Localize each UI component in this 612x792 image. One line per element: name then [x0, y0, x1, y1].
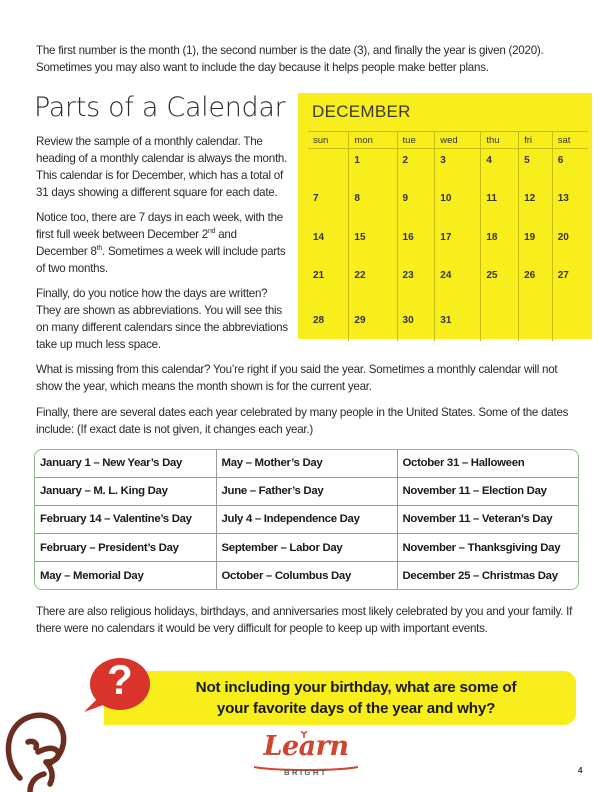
calendar-day-cell: 4: [481, 149, 519, 188]
page-number: 4: [578, 766, 583, 775]
prompt-question: [146, 677, 566, 719]
calendar-day-cell: 28: [313, 314, 325, 326]
holiday-cell: May – Mother’s Day: [216, 450, 397, 477]
calendar-day-cell: 29: [349, 303, 397, 342]
holiday-cell: November 11 – Veteran’s Day: [397, 505, 578, 533]
calendar-week-row: [308, 226, 588, 265]
calendar-day-cell: [519, 303, 553, 342]
explanation-paragraph-3: Finally, do you notice how the days are written? They are shown as abbreviations. You will see this on many different calendars since the abbreviations take up much less space.: [36, 287, 288, 351]
calendar-day-cell: 1: [349, 149, 397, 188]
weekday-header: sat: [552, 132, 588, 149]
calendar-day-cell: 23: [397, 264, 435, 303]
weekday-header: fri: [519, 132, 553, 149]
calendar-day-cell: 22: [349, 264, 397, 303]
p2-superscript-th: th: [96, 245, 102, 253]
missing-year-paragraph: What is missing from this calendar? You’re right if you said the year. Sometimes a monthly calendar will not show the year, which means the month shown is for the current year.: [36, 363, 558, 393]
weekday-header: sun: [308, 132, 349, 149]
calendar-month-title: DECEMBER: [312, 102, 411, 121]
calendar-day-cell: 27: [552, 264, 588, 303]
december-calendar: [298, 93, 592, 339]
calendar-day-cell: 11: [481, 187, 519, 226]
table-row: [35, 505, 578, 533]
calendar-day-cell: 14: [313, 231, 325, 243]
calendar-week-row: [308, 303, 588, 342]
calendar-day-cell: 30: [397, 303, 435, 342]
logo-wordmark: Learn: [263, 731, 349, 762]
p2-text-b: and December 8: [36, 228, 237, 258]
calendar-day-cell: 2: [397, 149, 435, 188]
calendar-explanation: [36, 133, 290, 361]
calendar-day-cell: 17: [435, 226, 481, 265]
weekday-header: tue: [397, 132, 435, 149]
calendar-day-cell: 3: [435, 149, 481, 188]
section-heading: Parts of a Calendar: [34, 92, 286, 123]
table-row: [35, 477, 578, 505]
weekday-header: mon: [349, 132, 397, 149]
holidays-intro-paragraph: Finally, there are several dates each year celebrated by many people in the United States. Some of the dates include: (If exact date is not given, it changes each year.): [36, 406, 569, 436]
holiday-cell: February – President’s Day: [35, 534, 216, 562]
p2-superscript-nd: nd: [207, 228, 216, 236]
explanation-paragraph-2: [36, 209, 290, 277]
holidays-table: [34, 449, 579, 590]
calendar-day-cell: 16: [397, 226, 435, 265]
holiday-cell: November – Thanksgiving Day: [397, 534, 578, 562]
holiday-cell: January 1 – New Year’s Day: [35, 450, 216, 477]
calendar-day-cell: 31: [435, 303, 481, 342]
calendar-day-cell: 15: [349, 226, 397, 265]
intro-paragraph: The first number is the month (1), the second number is the date (3), and finally the year is given (2020). Sometimes you may also want to include the day because it helps people make better plans.: [36, 44, 544, 74]
calendar-day-cell: 21: [313, 270, 325, 281]
calendar-day-cell: [481, 303, 519, 342]
weekday-header: thu: [481, 132, 519, 149]
holiday-cell: October 31 – Halloween: [397, 450, 578, 477]
holiday-cell: December 25 – Christmas Day: [397, 562, 578, 589]
p2-text-a: Notice too, there are 7 days in each week, with the first full week between December 2: [36, 211, 283, 241]
calendar-day-cell: 26: [519, 264, 553, 303]
calendar-day-cell: 24: [435, 264, 481, 303]
table-row: [35, 534, 578, 562]
calendar-week-row: [308, 264, 588, 303]
calendar-day-cell: 19: [519, 226, 553, 265]
question-mark-glyph: ?: [107, 656, 133, 703]
calendar-day-cell: 10: [435, 187, 481, 226]
outro-paragraph: There are also religious holidays, birthdays, and anniversaries most likely celebrated by you and your family. If there were no calendars it would be very difficult for people to keep up with important events.: [36, 605, 573, 635]
holiday-cell: September – Labor Day: [216, 534, 397, 562]
calendar-day-cell: 12: [519, 187, 553, 226]
holiday-cell: May – Memorial Day: [35, 562, 216, 589]
weekday-header-row: [308, 132, 588, 149]
holiday-cell: July 4 – Independence Day: [216, 505, 397, 533]
explanation-paragraph-1: Review the sample of a monthly calendar. The heading of a monthly calendar is always the month. This calendar is for December, which has a total of 31 days showing a different square for each date.: [36, 135, 288, 199]
thinking-person-icon: [0, 682, 78, 792]
logo-subtext: BRIGHT: [284, 768, 328, 777]
calendar-day-cell: 25: [481, 264, 519, 303]
calendar-day-cell: [308, 149, 349, 188]
holiday-cell: February 14 – Valentine’s Day: [35, 505, 216, 533]
calendar-day-cell: 9: [397, 187, 435, 226]
holiday-cell: June – Father’s Day: [216, 477, 397, 505]
holiday-cell: November 11 – Election Day: [397, 477, 578, 505]
calendar-day-cell: [552, 303, 588, 342]
calendar-day-cell: 5: [519, 149, 553, 188]
calendar-week-row: [308, 187, 588, 226]
prompt-line-1: Not including your birthday, what are some of: [195, 679, 517, 696]
calendar-week-row: [308, 149, 588, 188]
prompt-line-2: your favorite days of the year and why?: [216, 700, 496, 717]
calendar-grid: [308, 131, 588, 341]
calendar-day-cell: 8: [349, 187, 397, 226]
holiday-cell: January – M. L. King Day: [35, 477, 216, 505]
calendar-day-cell: 7: [313, 193, 319, 204]
table-row: [35, 450, 578, 477]
calendar-day-cell: 18: [481, 226, 519, 265]
weekday-header: wed: [435, 132, 481, 149]
table-row: [35, 562, 578, 589]
calendar-day-cell: 13: [552, 187, 588, 226]
p2-text-c: . Sometimes a week will include parts of two months.: [36, 245, 286, 275]
holiday-cell: October – Columbus Day: [216, 562, 397, 589]
calendar-day-cell: 20: [552, 226, 588, 265]
calendar-day-cell: 6: [552, 149, 588, 188]
